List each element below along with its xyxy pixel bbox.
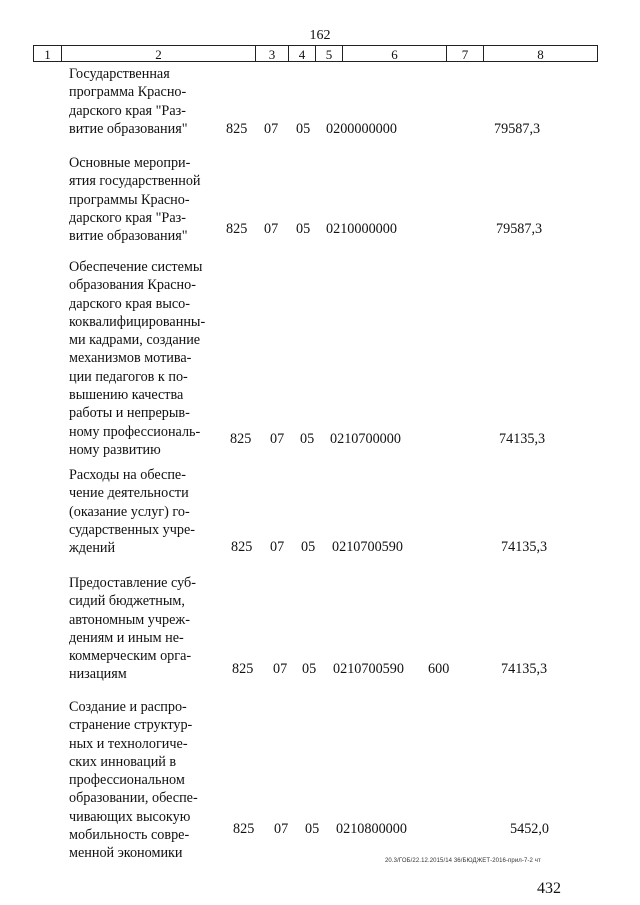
row-description xyxy=(69,574,215,684)
desc-line: Создание и распро- xyxy=(69,699,187,715)
desc-line: ному развитию xyxy=(69,441,161,458)
desc-line: чение деятельности xyxy=(69,485,189,502)
cell-col-3: 825 xyxy=(226,221,248,237)
row-description xyxy=(69,466,215,557)
cell-col-3: 825 xyxy=(233,821,255,837)
desc-line: Обеспечение системы xyxy=(69,259,203,275)
cell-col-6: 0210700590 xyxy=(332,539,403,555)
desc-line: витие образования" xyxy=(69,120,188,137)
row-description xyxy=(69,258,215,459)
desc-line: ции педагогов к по- xyxy=(69,368,188,385)
cell-col-6: 0210000000 xyxy=(326,221,397,237)
desc-line: механизмов мотива- xyxy=(69,350,192,367)
desc-line: Расходы на обеспе- xyxy=(69,467,186,483)
header-col-1: 1 xyxy=(33,45,61,62)
row-description xyxy=(69,154,215,245)
cell-col-6: 0210800000 xyxy=(336,821,407,837)
desc-line: сударственных учре- xyxy=(69,521,196,538)
header-col-4: 4 xyxy=(288,45,315,62)
row-description xyxy=(69,698,215,863)
cell-col-5: 05 xyxy=(301,539,316,555)
desc-line: менной экономики xyxy=(69,845,183,862)
footer-document-code: 20.3/ГОБ/22.12.2015/14 36/БЮДЖЕТ-2016-прил-7-2 чт xyxy=(385,858,541,864)
cell-col-4: 07 xyxy=(270,431,285,447)
cell-col-3: 825 xyxy=(231,539,253,555)
desc-line: дарского края высо- xyxy=(69,295,190,312)
desc-line: дарского края "Раз- xyxy=(69,209,186,226)
desc-line: вышению качества xyxy=(69,387,184,404)
cell-col-4: 07 xyxy=(273,661,288,677)
header-col-7: 7 xyxy=(446,45,483,62)
desc-line: (оказание услуг) го- xyxy=(69,503,190,520)
desc-line: ских инноваций в xyxy=(69,753,177,770)
cell-col-8: 5452,0 xyxy=(510,821,550,837)
cell-col-7: 600 xyxy=(428,661,450,677)
cell-col-4: 07 xyxy=(270,539,285,555)
desc-line: образования Красно- xyxy=(69,277,196,294)
cell-col-8: 74135,3 xyxy=(501,661,548,677)
cell-col-6: 0210700000 xyxy=(330,431,401,447)
cell-col-8: 74135,3 xyxy=(499,431,546,447)
desc-line: витие образования" xyxy=(69,228,188,245)
desc-line: ми кадрами, создание xyxy=(69,332,201,349)
cell-col-4: 07 xyxy=(264,121,279,137)
desc-line: работы и непрерыв- xyxy=(69,405,190,422)
desc-line: мобильность совре- xyxy=(69,827,190,844)
desc-line: Государственная xyxy=(69,66,170,82)
desc-line: коквалифицированны- xyxy=(69,313,206,330)
desc-line: профессиональном xyxy=(69,772,185,789)
cell-col-3: 825 xyxy=(230,431,252,447)
cell-col-5: 05 xyxy=(305,821,320,837)
header-col-8: 8 xyxy=(483,45,598,62)
header-col-3: 3 xyxy=(255,45,288,62)
cell-col-8: 79587,3 xyxy=(496,221,543,237)
desc-line: Предоставление суб- xyxy=(69,575,196,591)
desc-line: низациям xyxy=(69,666,127,683)
desc-line: ному профессиональ- xyxy=(69,423,201,440)
desc-line: программа Красно- xyxy=(69,84,187,101)
desc-line: образовании, обеспе- xyxy=(69,790,198,807)
footer-page-number: 432 xyxy=(537,880,561,897)
cell-col-5: 05 xyxy=(296,221,311,237)
desc-line: автономным учреж- xyxy=(69,611,190,628)
header-col-2: 2 xyxy=(61,45,255,62)
cell-col-4: 07 xyxy=(274,821,289,837)
cell-col-6: 0200000000 xyxy=(326,121,397,137)
table-header xyxy=(33,45,598,62)
cell-col-8: 74135,3 xyxy=(501,539,548,555)
row-description xyxy=(69,65,215,138)
desc-line: коммерческим орга- xyxy=(69,648,192,665)
desc-line: ждений xyxy=(69,540,116,557)
header-col-6: 6 xyxy=(342,45,446,62)
desc-line: программы Красно- xyxy=(69,191,190,208)
desc-line: дарского края "Раз- xyxy=(69,102,186,119)
header-col-5: 5 xyxy=(315,45,342,62)
page-number: 162 xyxy=(309,28,331,43)
cell-col-3: 825 xyxy=(232,661,254,677)
desc-line: Основные меропри- xyxy=(69,155,191,171)
desc-line: странение структур- xyxy=(69,717,193,734)
cell-col-5: 05 xyxy=(300,431,315,447)
desc-line: дениям и иным не- xyxy=(69,629,184,646)
cell-col-5: 05 xyxy=(296,121,311,137)
cell-col-5: 05 xyxy=(302,661,317,677)
desc-line: сидий бюджетным, xyxy=(69,593,185,610)
cell-col-4: 07 xyxy=(264,221,279,237)
cell-col-6: 0210700590 xyxy=(333,661,404,677)
cell-col-3: 825 xyxy=(226,121,248,137)
cell-col-8: 79587,3 xyxy=(494,121,541,137)
desc-line: ятия государственной xyxy=(69,173,201,190)
desc-line: ных и технологиче- xyxy=(69,735,188,752)
desc-line: чивающих высокую xyxy=(69,808,191,825)
